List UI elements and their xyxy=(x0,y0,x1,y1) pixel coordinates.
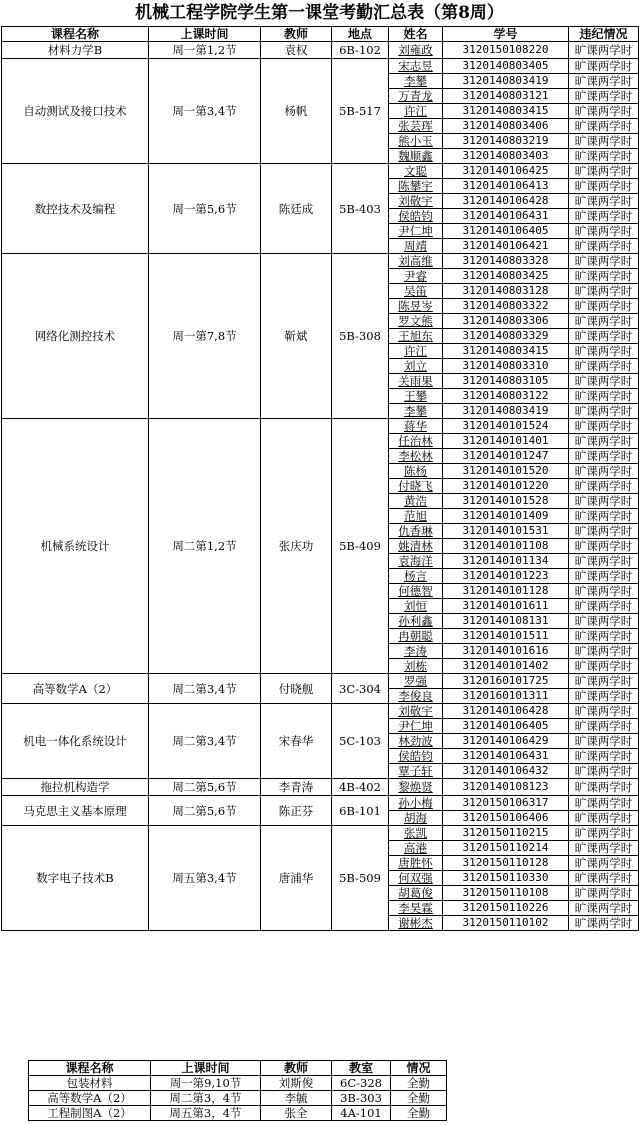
attendance-status: 全勤 xyxy=(391,1091,447,1106)
class-time: 周一第3,4节 xyxy=(149,59,261,164)
violation-status: 旷课两学时 xyxy=(569,584,639,599)
header-course: 课程名称 xyxy=(2,27,149,42)
student-id: 3120140106431 xyxy=(443,749,569,764)
violation-status: 旷课两学时 xyxy=(569,119,639,134)
student-id: 3120140101247 xyxy=(443,449,569,464)
class-time: 周一第7,8节 xyxy=(149,254,261,419)
violation-status: 旷课两学时 xyxy=(569,59,639,74)
student-name: 蒋华 xyxy=(389,419,443,434)
student-id: 3120140803122 xyxy=(443,389,569,404)
classroom: 6B-102 xyxy=(332,42,389,59)
student-name: 文聪 xyxy=(389,164,443,179)
violation-status: 旷课两学时 xyxy=(569,464,639,479)
violation-status: 旷课两学时 xyxy=(569,104,639,119)
violation-status: 旷课两学时 xyxy=(569,734,639,749)
table-row xyxy=(29,1106,447,1121)
violation-status: 旷课两学时 xyxy=(569,719,639,734)
classroom: 5B-403 xyxy=(332,164,389,254)
student-name: 胡海 xyxy=(389,811,443,826)
violation-status: 旷课两学时 xyxy=(569,224,639,239)
teacher-name: 张庆功 xyxy=(261,419,332,674)
teacher-name: 袁权 xyxy=(261,42,332,59)
violation-status: 旷课两学时 xyxy=(569,841,639,856)
violation-status: 旷课两学时 xyxy=(569,494,639,509)
student-name: 吴笛 xyxy=(389,284,443,299)
student-id: 3120140101524 xyxy=(443,419,569,434)
header-course: 课程名称 xyxy=(29,1061,151,1076)
student-id: 3120140106428 xyxy=(443,194,569,209)
teacher-name: 刘斯俊 xyxy=(261,1076,332,1091)
student-id: 3120150106406 xyxy=(443,811,569,826)
student-id: 3120150110102 xyxy=(443,916,569,931)
classroom: 6B-101 xyxy=(332,796,389,826)
student-id: 3120140108131 xyxy=(443,614,569,629)
teacher-name: 付晓舰 xyxy=(261,674,332,704)
table-row xyxy=(2,164,639,179)
teacher-name: 李青涛 xyxy=(261,779,332,796)
violation-status: 旷课两学时 xyxy=(569,569,639,584)
violation-status: 旷课两学时 xyxy=(569,149,639,164)
course-name: 自动测试及接口技术 xyxy=(2,59,149,164)
violation-status: 旷课两学时 xyxy=(569,539,639,554)
attendance-table xyxy=(1,26,639,931)
course-name: 高等数学A（2） xyxy=(29,1091,151,1106)
student-name: 李俊良 xyxy=(389,689,443,704)
violation-status: 旷课两学时 xyxy=(569,389,639,404)
violation-status: 旷课两学时 xyxy=(569,194,639,209)
student-id: 3120140108123 xyxy=(443,779,569,796)
table-row xyxy=(2,254,639,269)
violation-status: 旷课两学时 xyxy=(569,254,639,269)
student-id: 3120140101402 xyxy=(443,659,569,674)
teacher-name: 杨帆 xyxy=(261,59,332,164)
student-name: 周靖 xyxy=(389,239,443,254)
violation-status: 旷课两学时 xyxy=(569,404,639,419)
header-name: 姓名 xyxy=(389,27,443,42)
classroom: 3C-304 xyxy=(332,674,389,704)
violation-status: 旷课两学时 xyxy=(569,764,639,779)
student-id: 3120140106432 xyxy=(443,764,569,779)
student-id: 3120150110215 xyxy=(443,826,569,841)
violation-status: 旷课两学时 xyxy=(569,449,639,464)
student-id: 3120140803310 xyxy=(443,359,569,374)
full-attendance-table xyxy=(28,1060,447,1121)
header-time: 上课时间 xyxy=(151,1061,261,1076)
violation-status: 旷课两学时 xyxy=(569,689,639,704)
student-name: 孙小梅 xyxy=(389,796,443,811)
table-row xyxy=(2,419,639,434)
teacher-name: 李毓 xyxy=(261,1091,332,1106)
violation-status: 旷课两学时 xyxy=(569,179,639,194)
violation-status: 旷课两学时 xyxy=(569,886,639,901)
violation-status: 旷课两学时 xyxy=(569,674,639,689)
classroom: 5B-409 xyxy=(332,419,389,674)
student-name: 李昊霖 xyxy=(389,901,443,916)
header-violation: 违纪情况 xyxy=(569,27,639,42)
student-name: 关雨果 xyxy=(389,374,443,389)
student-name: 许江 xyxy=(389,104,443,119)
student-name: 何德智 xyxy=(389,584,443,599)
header-teacher: 教师 xyxy=(261,1061,332,1076)
violation-status: 旷课两学时 xyxy=(569,856,639,871)
violation-status: 旷课两学时 xyxy=(569,329,639,344)
student-id: 3120150110330 xyxy=(443,871,569,886)
table-row xyxy=(2,779,639,796)
violation-status: 旷课两学时 xyxy=(569,434,639,449)
student-name: 罗文熊 xyxy=(389,314,443,329)
violation-status: 旷课两学时 xyxy=(569,614,639,629)
student-name: 张凯 xyxy=(389,826,443,841)
student-name: 万青龙 xyxy=(389,89,443,104)
course-name: 机械系统设计 xyxy=(2,419,149,674)
student-id: 3120140106413 xyxy=(443,179,569,194)
teacher-name: 张全 xyxy=(261,1106,332,1121)
course-name: 材料力学B xyxy=(2,42,149,59)
violation-status: 旷课两学时 xyxy=(569,629,639,644)
violation-status: 旷课两学时 xyxy=(569,826,639,841)
student-name: 陈攀宇 xyxy=(389,179,443,194)
classroom: 6C-328 xyxy=(332,1076,391,1091)
table-row xyxy=(2,796,639,811)
page-title: 机械工程学院学生第一课堂考勤汇总表（第8周） xyxy=(135,3,504,23)
violation-status: 旷课两学时 xyxy=(569,374,639,389)
student-name: 魏顺鑫 xyxy=(389,149,443,164)
student-name: 刘栋 xyxy=(389,659,443,674)
violation-status: 旷课两学时 xyxy=(569,704,639,719)
student-id: 3120140101531 xyxy=(443,524,569,539)
student-name: 杨言 xyxy=(389,569,443,584)
student-id: 3120140803328 xyxy=(443,254,569,269)
violation-status: 旷课两学时 xyxy=(569,901,639,916)
course-name: 马克思主义基本原理 xyxy=(2,796,149,826)
classroom: 5B-308 xyxy=(332,254,389,419)
student-name: 尹仁坤 xyxy=(389,224,443,239)
student-name: 覃子轩 xyxy=(389,764,443,779)
student-id: 3120140101134 xyxy=(443,554,569,569)
classroom: 5B-517 xyxy=(332,59,389,164)
student-name: 唐胜怀 xyxy=(389,856,443,871)
violation-status: 旷课两学时 xyxy=(569,554,639,569)
student-id: 3120140106429 xyxy=(443,734,569,749)
student-id: 3120140803415 xyxy=(443,344,569,359)
course-name: 高等数学A（2） xyxy=(2,674,149,704)
course-name: 数控技术及编程 xyxy=(2,164,149,254)
student-id: 3120140106405 xyxy=(443,224,569,239)
student-id: 3120140803306 xyxy=(443,314,569,329)
full-attendance-header-row xyxy=(29,1061,447,1076)
class-time: 周二第1,2节 xyxy=(149,419,261,674)
student-id: 3120140803105 xyxy=(443,374,569,389)
student-name: 尹仁坤 xyxy=(389,719,443,734)
student-id: 3120140101401 xyxy=(443,434,569,449)
student-id: 3120140803322 xyxy=(443,299,569,314)
violation-status: 旷课两学时 xyxy=(569,796,639,811)
header-room: 教室 xyxy=(332,1061,391,1076)
violation-status: 旷课两学时 xyxy=(569,359,639,374)
student-name: 刘高维 xyxy=(389,254,443,269)
classroom: 5C-103 xyxy=(332,704,389,779)
student-name: 刘敬宇 xyxy=(389,704,443,719)
student-id: 3120140803425 xyxy=(443,269,569,284)
violation-status: 旷课两学时 xyxy=(569,509,639,524)
violation-status: 旷课两学时 xyxy=(569,599,639,614)
course-name: 工程制图A（2） xyxy=(29,1106,151,1121)
student-name: 李松林 xyxy=(389,449,443,464)
student-id: 3120140101616 xyxy=(443,644,569,659)
student-name: 王旭东 xyxy=(389,329,443,344)
header-time: 上课时间 xyxy=(149,27,261,42)
class-time: 周五第3，4节 xyxy=(151,1106,261,1121)
student-name: 胡葛俊 xyxy=(389,886,443,901)
course-name: 网络化测控技术 xyxy=(2,254,149,419)
student-id: 3120140803128 xyxy=(443,284,569,299)
student-name: 侯皓钧 xyxy=(389,749,443,764)
teacher-name: 靳斌 xyxy=(261,254,332,419)
violation-status: 旷课两学时 xyxy=(569,659,639,674)
student-id: 3120140101108 xyxy=(443,539,569,554)
classroom: 4A-101 xyxy=(332,1106,391,1121)
student-name: 刘敬宇 xyxy=(389,194,443,209)
classroom: 3B-303 xyxy=(332,1091,391,1106)
header-teacher: 教师 xyxy=(261,27,332,42)
student-id: 3120140101520 xyxy=(443,464,569,479)
violation-status: 旷课两学时 xyxy=(569,479,639,494)
class-time: 周二第5,6节 xyxy=(149,779,261,796)
course-name: 拖拉机构造学 xyxy=(2,779,149,796)
violation-status: 旷课两学时 xyxy=(569,209,639,224)
header-status: 情况 xyxy=(391,1061,447,1076)
violation-status: 旷课两学时 xyxy=(569,74,639,89)
teacher-name: 陈廷成 xyxy=(261,164,332,254)
student-name: 熊小玉 xyxy=(389,134,443,149)
violation-status: 旷课两学时 xyxy=(569,779,639,796)
class-time: 周二第5,6节 xyxy=(149,796,261,826)
student-name: 罗强 xyxy=(389,674,443,689)
student-name: 林劲波 xyxy=(389,734,443,749)
student-name: 何双强 xyxy=(389,871,443,886)
student-id: 3120140106405 xyxy=(443,719,569,734)
student-name: 仇香琳 xyxy=(389,524,443,539)
student-id: 3120150110226 xyxy=(443,901,569,916)
student-name: 李攀 xyxy=(389,404,443,419)
student-id: 3120140803403 xyxy=(443,149,569,164)
student-name: 李涛 xyxy=(389,644,443,659)
student-name: 黄浩 xyxy=(389,494,443,509)
attendance-status: 全勤 xyxy=(391,1076,447,1091)
student-name: 宋志昱 xyxy=(389,59,443,74)
violation-status: 旷课两学时 xyxy=(569,164,639,179)
student-id: 3120140101128 xyxy=(443,584,569,599)
student-name: 侯皓钧 xyxy=(389,209,443,224)
classroom: 5B-509 xyxy=(332,826,389,931)
attendance-status: 全勤 xyxy=(391,1106,447,1121)
student-name: 任治林 xyxy=(389,434,443,449)
student-id: 3120140803406 xyxy=(443,119,569,134)
violation-status: 旷课两学时 xyxy=(569,284,639,299)
student-id: 3120150106317 xyxy=(443,796,569,811)
student-name: 刘恒 xyxy=(389,599,443,614)
student-name: 付晓飞 xyxy=(389,479,443,494)
classroom: 4B-402 xyxy=(332,779,389,796)
student-id: 3120140106428 xyxy=(443,704,569,719)
student-id: 3120140803219 xyxy=(443,134,569,149)
attendance-header-row xyxy=(2,27,639,42)
header-student-id: 学号 xyxy=(443,27,569,42)
student-name: 张芸珲 xyxy=(389,119,443,134)
student-name: 尹睿 xyxy=(389,269,443,284)
student-id: 3120150110128 xyxy=(443,856,569,871)
table-row xyxy=(29,1076,447,1091)
student-id: 3120140803415 xyxy=(443,104,569,119)
student-id: 3120140101409 xyxy=(443,509,569,524)
student-id: 3120140106431 xyxy=(443,209,569,224)
class-time: 周一第5,6节 xyxy=(149,164,261,254)
student-name: 陈杨 xyxy=(389,464,443,479)
student-name: 李攀 xyxy=(389,74,443,89)
student-id: 3120140803419 xyxy=(443,404,569,419)
student-id: 3120140803121 xyxy=(443,89,569,104)
student-id: 3120140101528 xyxy=(443,494,569,509)
student-name: 姚清林 xyxy=(389,539,443,554)
teacher-name: 宋春华 xyxy=(261,704,332,779)
table-row xyxy=(2,826,639,841)
student-id: 3120140101223 xyxy=(443,569,569,584)
teacher-name: 唐浦华 xyxy=(261,826,332,931)
student-name: 袁海洋 xyxy=(389,554,443,569)
student-name: 王攀 xyxy=(389,389,443,404)
violation-status: 旷课两学时 xyxy=(569,314,639,329)
violation-status: 旷课两学时 xyxy=(569,749,639,764)
student-id: 3120160101725 xyxy=(443,674,569,689)
student-id: 3120150110108 xyxy=(443,886,569,901)
class-time: 周一第1,2节 xyxy=(149,42,261,59)
violation-status: 旷课两学时 xyxy=(569,89,639,104)
student-id: 3120140803329 xyxy=(443,329,569,344)
violation-status: 旷课两学时 xyxy=(569,811,639,826)
course-name: 包装材料 xyxy=(29,1076,151,1091)
student-name: 孙利鑫 xyxy=(389,614,443,629)
student-id: 3120140101611 xyxy=(443,599,569,614)
student-id: 3120140106421 xyxy=(443,239,569,254)
course-name: 数字电子技术B xyxy=(2,826,149,931)
table-row xyxy=(2,42,639,59)
table-row xyxy=(2,674,639,689)
student-name: 范旭 xyxy=(389,509,443,524)
student-name: 刘雍政 xyxy=(389,42,443,59)
student-name: 许江 xyxy=(389,344,443,359)
student-id: 3120140101511 xyxy=(443,629,569,644)
class-time: 周五第3,4节 xyxy=(149,826,261,931)
teacher-name: 陈正芬 xyxy=(261,796,332,826)
violation-status: 旷课两学时 xyxy=(569,239,639,254)
student-id: 3120150110214 xyxy=(443,841,569,856)
class-time: 周二第3,4节 xyxy=(149,704,261,779)
student-name: 黎焕贤 xyxy=(389,779,443,796)
violation-status: 旷课两学时 xyxy=(569,916,639,931)
violation-status: 旷课两学时 xyxy=(569,644,639,659)
header-room: 地点 xyxy=(332,27,389,42)
student-id: 3120140101220 xyxy=(443,479,569,494)
violation-status: 旷课两学时 xyxy=(569,134,639,149)
course-name: 机电一体化系统设计 xyxy=(2,704,149,779)
table-row xyxy=(2,704,639,719)
full-attendance-body xyxy=(29,1076,447,1121)
attendance-body xyxy=(2,42,639,931)
violation-status: 旷课两学时 xyxy=(569,269,639,284)
student-id: 3120160101311 xyxy=(443,689,569,704)
student-name: 冉朝聪 xyxy=(389,629,443,644)
violation-status: 旷课两学时 xyxy=(569,299,639,314)
student-id: 3120140803419 xyxy=(443,74,569,89)
violation-status: 旷课两学时 xyxy=(569,42,639,59)
violation-status: 旷课两学时 xyxy=(569,871,639,886)
table-row xyxy=(2,59,639,74)
class-time: 周一第9,10节 xyxy=(151,1076,261,1091)
violation-status: 旷课两学时 xyxy=(569,419,639,434)
student-name: 谢彬杰 xyxy=(389,916,443,931)
violation-status: 旷课两学时 xyxy=(569,524,639,539)
table-row xyxy=(29,1091,447,1106)
student-id: 3120150108220 xyxy=(443,42,569,59)
violation-status: 旷课两学时 xyxy=(569,344,639,359)
student-id: 3120140106425 xyxy=(443,164,569,179)
student-name: 高港 xyxy=(389,841,443,856)
student-name: 陈昱岑 xyxy=(389,299,443,314)
class-time: 周二第3,4节 xyxy=(149,674,261,704)
class-time: 周二第3，4节 xyxy=(151,1091,261,1106)
student-name: 刘立 xyxy=(389,359,443,374)
student-id: 3120140803405 xyxy=(443,59,569,74)
